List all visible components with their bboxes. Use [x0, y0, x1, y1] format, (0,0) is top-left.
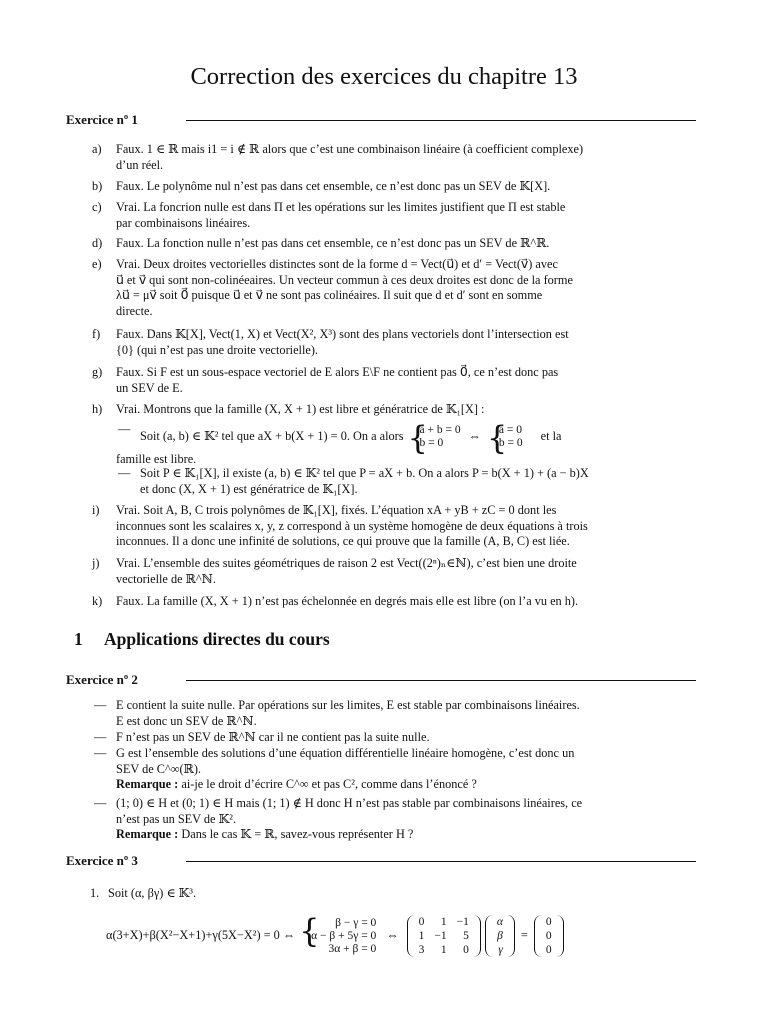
- system-row: b = 0: [498, 437, 523, 449]
- vector-cell: β: [497, 930, 503, 942]
- ex1-item-e: [92, 257, 726, 319]
- bullet-dash: —: [94, 796, 107, 810]
- line: λu⃗ = μv⃗ soit 0⃗ puisque u⃗ et v⃗ ne sont pas colinéaires. Il suit que d et d′ sont en somme: [116, 288, 543, 302]
- line: un SEV de E.: [116, 380, 183, 395]
- zero-vector: [534, 915, 564, 957]
- line: et donc (X, X + 1) est génératrice de 𝕂₁[X].: [140, 481, 358, 496]
- ex1-item-h-bullet-2: [118, 466, 700, 497]
- ex3-equation: [106, 910, 706, 962]
- matrix-cell: 1: [440, 916, 447, 928]
- line: Vrai. Soit A, B, C trois polynômes de 𝕂₁[X], fixés. L’équation xA + yB + zC = 0 dont les: [116, 503, 557, 517]
- item-label: g): [92, 365, 103, 379]
- equivalence-arrow: ⇔: [468, 429, 481, 444]
- line: directe.: [116, 303, 153, 318]
- matrix-cell: 0: [463, 944, 469, 956]
- section-heading: [74, 628, 714, 650]
- ex2-bullet-3: [94, 746, 726, 793]
- ex3-item-1: [90, 886, 718, 902]
- line: par combinaisons linéaires.: [116, 215, 251, 230]
- matrix-cell: 1: [440, 944, 447, 956]
- ex1-item-i: [92, 503, 726, 550]
- remark: [116, 827, 726, 843]
- line: vectorielle de ℝ^ℕ.: [116, 571, 216, 586]
- exercise-1-label: Exercice nº 1: [66, 112, 138, 127]
- matrix-cell: 0: [418, 916, 425, 928]
- line: {0} (qui n’est pas une droite vectorielle).: [116, 342, 318, 357]
- exercise-3-rule: [186, 861, 696, 862]
- remark-text: ai-je le droit d’écrire C^∞ et pas C², comme dans l’énoncé ?: [181, 777, 477, 791]
- line: famille est libre.: [116, 452, 197, 466]
- ex2-bullet-1: [94, 698, 726, 729]
- document-title: Correction des exercices du chapitre 13: [190, 63, 578, 90]
- line: SEV de C^∞(ℝ).: [116, 761, 201, 776]
- line: u⃗ et v⃗ qui sont non-colinéeaires. Un vecteur commun à ces deux droites est donc de la forme: [116, 272, 573, 287]
- equation-system: [301, 917, 376, 956]
- vector-cell: γ: [498, 944, 503, 956]
- system-row: { β − γ = 0: [335, 916, 377, 929]
- bullet-dash: —: [118, 466, 131, 480]
- item-label: e): [92, 257, 102, 271]
- item-label: d): [92, 236, 103, 250]
- ex1-item-f: [92, 327, 726, 358]
- text: et la: [540, 429, 562, 444]
- line: Vrai. Montrons que la famille (X, X + 1) est libre et génératrice de 𝕂₁[X] :: [116, 402, 485, 416]
- exercise-1-rule: [186, 120, 696, 121]
- ex1-item-d: [92, 236, 726, 252]
- unknown-vector: [485, 915, 515, 957]
- ex1-item-b: [92, 179, 726, 195]
- bullet-dash: —: [94, 746, 107, 760]
- line: d’un réel.: [116, 157, 164, 172]
- item-label: b): [92, 179, 103, 193]
- line: inconnues sont les scalaires x, y, z correspond à un système homogène de deux équations à trois: [116, 518, 588, 533]
- matrix-cell: 5: [463, 930, 469, 942]
- item-label: c): [92, 200, 102, 214]
- coefficient-matrix: [407, 915, 481, 957]
- text: Soit (a, b) ∈ 𝕂² tel que aX + b(X + 1) = 0. On a alors: [140, 429, 404, 444]
- item-label: h): [92, 402, 103, 416]
- line: (1; 0) ∈ H et (0; 1) ∈ H mais (1; 1) ∉ H donc H n’est pas stable par combinaisons linéaires, ce: [116, 796, 583, 810]
- ex1-item-h-bullet-1: [116, 422, 700, 468]
- item-label: 1.: [90, 886, 100, 900]
- remark-label: Remarque :: [116, 777, 179, 791]
- ex1-item-j: [92, 556, 726, 587]
- item-label: k): [92, 594, 103, 608]
- item-label: j): [92, 556, 100, 570]
- line: Vrai. La foncrion nulle est dans Π et les opérations sur les limites justifient que Π est stable: [116, 200, 566, 214]
- line: G est l’ensemble des solutions d’une équation différentielle linéaire homogène, c’est donc un: [116, 746, 575, 760]
- system-row: α − β + 5γ = 0: [311, 929, 377, 942]
- ex1-item-c: [92, 200, 726, 231]
- exercise-3-label: Exercice nº 3: [66, 853, 138, 868]
- ex1-item-a: [92, 142, 726, 173]
- matrix-cell: 1: [418, 930, 425, 942]
- bullet-dash: —: [118, 422, 131, 436]
- line: Vrai. L’ensemble des suites géométriques de raison 2 est Vect((2ⁿ)ₙ∈ℕ), c’est bien une droite: [116, 556, 577, 570]
- exercise-3-heading: [66, 853, 696, 869]
- line: E est donc un SEV de ℝ^ℕ.: [116, 713, 257, 728]
- line: Soit (α, βγ) ∈ 𝕂³.: [108, 886, 197, 900]
- exercise-2-rule: [186, 680, 696, 681]
- line: Soit P ∈ 𝕂₁[X], il existe (a, b) ∈ 𝕂² tel que P = aX + b. On a alors P = b(X + 1) + (a − b)X: [140, 466, 589, 480]
- matrix-cell: −1: [434, 930, 447, 942]
- section-title: Applications directes du cours: [104, 629, 330, 649]
- system-row: 3α + β = 0: [328, 942, 377, 955]
- line: inconnues. Il a donc une infinité de solutions, ce qui prouve que la famille (A, B, C) est liée.: [116, 534, 570, 548]
- line: Faux. La fonction nulle n’est pas dans cet ensemble, ce n’est donc pas un SEV de ℝ^ℝ.: [116, 236, 550, 250]
- system-1: [410, 424, 461, 450]
- remark: [116, 777, 726, 793]
- remark-text: Dans le cas 𝕂 = ℝ, savez-vous représenter H ?: [181, 827, 414, 841]
- remark-label: Remarque :: [116, 827, 179, 841]
- exercise-2-heading: [66, 672, 696, 688]
- matrix-cell: 3: [418, 944, 425, 956]
- item-label: f): [92, 327, 101, 341]
- bullet-dash: —: [94, 730, 107, 744]
- vector-cell: α: [496, 916, 503, 928]
- equivalence-arrow: ⇔: [386, 928, 399, 943]
- line: F n’est pas un SEV de ℝ^ℕ car il ne contient pas la suite nulle.: [116, 730, 430, 744]
- ex2-bullet-2: [94, 730, 726, 746]
- line: E contient la suite nulle. Par opérations sur les limites, E est stable par combinaisons linéaires.: [116, 698, 580, 712]
- line: Faux. Si F est un sous-espace vectoriel de E alors E\F ne contient pas 0⃗, ce n’est donc pas: [116, 365, 559, 379]
- exercise-1-heading: [66, 112, 696, 128]
- line: Faux. Le polynôme nul n’est pas dans cet ensemble, ce n’est donc pas un SEV de 𝕂[X].: [116, 179, 551, 193]
- system-row: b = 0: [419, 437, 444, 449]
- equation-left: α(3+X)+β(X²−X+1)+γ(5X−X²) = 0 ⇔: [106, 928, 296, 943]
- system-row: { a + b = 0: [419, 424, 461, 436]
- line: [140, 422, 700, 452]
- item-label: i): [92, 503, 100, 517]
- line: Faux. Dans 𝕂[X], Vect(1, X) et Vect(X², X³) sont des plans vectoriels dont l’intersection est: [116, 327, 569, 341]
- vector-cell: 0: [545, 930, 552, 942]
- ex2-bullet-4: [94, 796, 726, 843]
- line: n’est pas un SEV de 𝕂².: [116, 811, 237, 826]
- ex1-item-g: [92, 365, 726, 396]
- vector-cell: 0: [545, 944, 552, 956]
- line: Faux. La famille (X, X + 1) n’est pas échelonnée en degrés mais elle est libre (on l’a vu en h).: [116, 594, 579, 608]
- equals-sign: =: [520, 928, 528, 943]
- system-row: { a = 0: [498, 424, 522, 436]
- ex1-item-k: [92, 594, 726, 610]
- bullet-dash: —: [94, 698, 107, 712]
- line: Faux. 1 ∈ ℝ mais i1 = i ∉ ℝ alors que c’est une combinaison linéaire (à coefficient complexe): [116, 142, 584, 156]
- exercise-2-label: Exercice nº 2: [66, 672, 138, 687]
- line: Vrai. Deux droites vectorielles distinctes sont de la forme d = Vect(u⃗) et d′ = Vect(v⃗) avec: [116, 257, 558, 271]
- section-number: 1: [74, 629, 83, 649]
- matrix-cell: −1: [456, 916, 469, 928]
- system-2: [489, 424, 523, 450]
- item-label: a): [92, 142, 102, 156]
- vector-cell: 0: [545, 916, 552, 928]
- ex1-item-h: [92, 402, 726, 418]
